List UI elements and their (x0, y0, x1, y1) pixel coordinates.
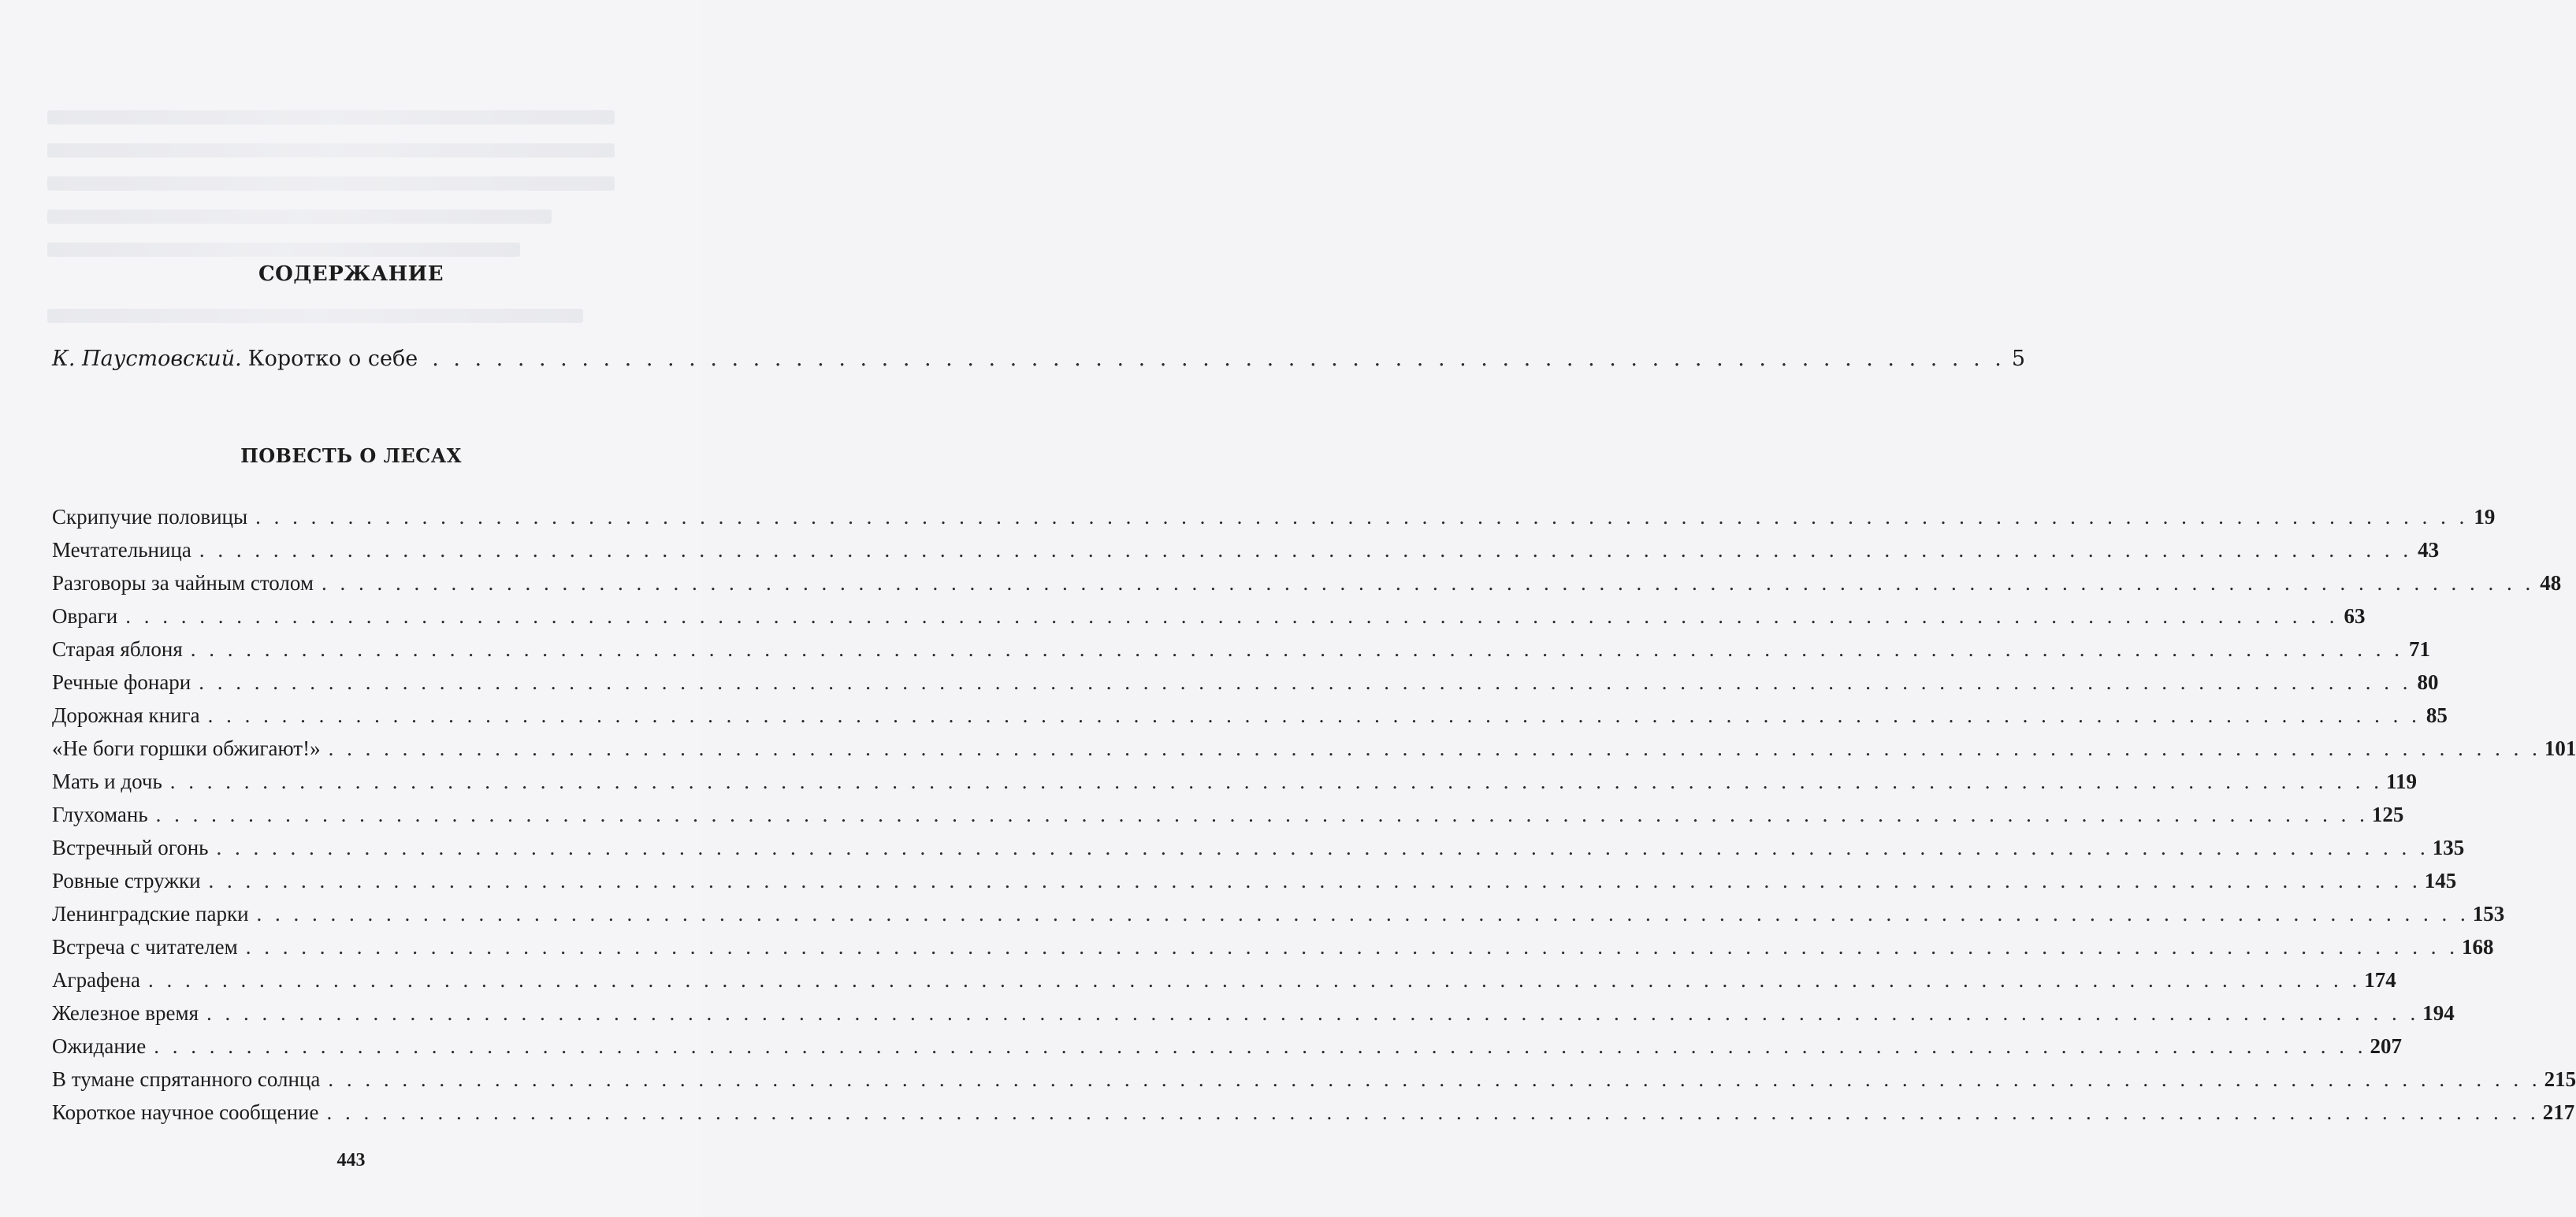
dot-leader: . . . . . . . . . . . . . . . . . . . . . . . . . . . . . . . . . . . . . . . . . . . . . . . . . . . . . . . . . . . . . . . . . . . . . . . . . . . . . . . . . . . . . . . . . . . . . . . . . . . . . . . . . . . . . . . . . . . . . . . . (147, 968, 2362, 992)
toc-entry-title: Скрипучие половицы (52, 505, 248, 529)
toc-entry (52, 1067, 2576, 1100)
toc-entry-page: 80 (2417, 670, 2439, 694)
toc-entry (52, 902, 2505, 935)
toc-entry (52, 538, 2440, 571)
dot-leader: . . . . . . . . . . . . . . . . . . . . . . . . . . . . . . . . . . . . . . . . . . . . . . . . . . . . . . . . . . . . . . . . . . . . . . . . . . . . . . . . . . . . . . . . . . . . . . . . . . . . . . . . . . . . . . . . . . . . . . . . (328, 1067, 2541, 1091)
toc-entry-title: Ожидание (52, 1034, 147, 1058)
dot-leader: . . . . . . . . . . . . . . . . . . . . . . . . . . . . . . . . . . . . . . . . . . . . . . . . . . . . . . . . . . . . . . . . . . . . . . . . . . . . . . . . . . . . . . . . . . . . . . . . . . . . . . . . . . . . . . . . . . . . . . . . (216, 836, 2429, 859)
dot-leader: . . . . . . . . . . . . . . . . . . . . . . . . . . . . . . . . . . . . . . . . . . . . . . . . . . . . . . . . . . . . . . . . . . . . . . . . . . . . . . . . . . . . . . . . . . . . . . . . . . . . . . . . . . . . . . . . . . . . . . . . (199, 538, 2413, 562)
toc-entry-title: Железное время (52, 1001, 199, 1025)
dot-leader: . . . . . . . . . . . . . . . . . . . . . . . . . . . . . . . . . . . . . . . . . . . . . . . . . . . . . . . . . . . . . . . . . . . . . . . . . . . . . . . . . . . . . . . . . . . . . . . . . . . . . . . . . . . . . . . . . . . . . . . . (190, 637, 2403, 661)
dot-leader: . . . . . . . . . . . . . . . . . . . . . . . . . . . . . . . . . . . . . . . . . . . . . . . . . . . . . . . . . . . . . . . . . . . . . . . . . . . . . . . . . . . . . . . . . . . . . . . . . . . . . . . . . . . . . . . . . . . . . . . . (199, 670, 2412, 694)
dot-leader: . . . . . . . . . . . . . . . . . . . . . . . . . . . . . . . . . . . . . . . . . . . . . . . . . . . . . . . . . . . . . . . . . . . . . . . . . . . . . . . . . . . . . . . . . . . . . . . . . . . . . . . . . . . . . . . . . . . . . . . . (256, 902, 2470, 926)
toc-entry-title: Мечтательница (52, 538, 191, 562)
toc-entry (52, 505, 2496, 538)
dot-leader: . . . . . . . . . . . . . . . . . . . . . . . . . . . . . . . . . . . . . . . . . . . . . . . . . . . . . . . . . . . . . . . . . . . . . . . . . . . . . . . . . . . . . . . . . . . . . . . . . . . . . . . . . . . . . . . . . . . . . . . . (245, 935, 2459, 959)
toc-entry (52, 703, 2448, 737)
bleed-through-line (47, 243, 520, 257)
toc-entry (52, 637, 2430, 670)
page-number: 443 (336, 1150, 366, 1171)
toc-entry-title: Аграфена (52, 968, 140, 992)
toc-entry-title: В тумане спрятанного солнца (52, 1067, 321, 1091)
toc-entry (52, 1001, 2455, 1034)
intro-entry (52, 347, 2026, 371)
dot-leader: . . . . . . . . . . . . . . . . . . . . . . . . . . . . . . . . . . . . . . . . . . . . . . . . . . . . . . . . . . . . . . . . . . . . . . . . . . . . . . . . . . . . . . . . . . . . . . . . . . . . . . . . . . . . . . . . . . . . . . . . (208, 869, 2422, 892)
toc-entry-title: Старая яблоня (52, 637, 183, 661)
toc-entry-page: 119 (2386, 770, 2418, 793)
intro-page-number: 5 (2011, 347, 2026, 371)
dot-leader: . . . . . . . . . . . . . . . . . . . . . . . . . . . . . . . . . . . . . . . . . . . . . . . . . . . . . . . . . . . . . . . . . . . . . . . . . . . . . . . . . . . . . . . . . . . . . . . . . . . . . . . . . . . . . . . . . . . . . . . . (155, 803, 2369, 826)
toc-entry (52, 803, 2404, 836)
toc-entry-page: 85 (2425, 703, 2448, 727)
toc-entry-title: Глухомань (52, 803, 148, 826)
intro-title: Коротко о себе (247, 347, 418, 371)
toc-entry (52, 670, 2439, 703)
toc-entry (52, 770, 2418, 803)
bleed-through-line (47, 309, 583, 323)
toc-entry (52, 935, 2494, 968)
toc-entry (52, 737, 2576, 770)
toc-entry (52, 836, 2465, 869)
toc-entry (52, 1100, 2575, 1134)
toc-entry-page: 43 (2418, 538, 2440, 562)
dot-leader: . . . . . . . . . . . . . . . . . . . . . . . . . . . . . . . . . . . . . . . . . . . . . . . . . . . . . . . . . . . . . . . . . . . . . . . . . . . . . . . . . . . . . . . . . . . . . . . . . . . . . . . . . . . . . . . . . . . . . . . . (328, 737, 2541, 760)
toc-entry-page: 71 (2409, 637, 2430, 661)
toc-entry (52, 604, 2366, 637)
toc-entry-title: «Не боги горшки обжигают!» (52, 737, 321, 760)
toc-entry-page: 63 (2344, 604, 2366, 628)
dot-leader: . . . . . . . . . . . . . . . . . . . . . . . . . . . . . . . . . . . . . . . . . . . . . . . . . . . . . . . . . . . . . . . . . . . . . . . . . . . . . . . . . . . . . . . . . . . . . . . . . . . . . . . . . . . . . . . . . . . . . . . . (321, 571, 2535, 595)
dot-leader: . . . . . . . . . . . . . . . . . . . . . . . . . . . . . . . . . . . . . . . . . . . . . . . . . . . . . . . . . . . . . . . . . . . . . . . . . . . . . . . . . . . . . . . . . . . . . . . . . . . . . . . . . . . . . . . . . . . . . . . . (206, 1001, 2420, 1025)
toc-entry (52, 1034, 2402, 1067)
toc-entry-title: Разговоры за чайным столом (52, 571, 314, 595)
toc-entry-page: 207 (2370, 1034, 2402, 1058)
dot-leader: . . . . . . . . . . . . . . . . . . . . . . . . . . . . . . . . . . . . . . . . . . . . . . . . . . . . . . . . . . . . . . . . . . . . . . . . . . (432, 347, 2005, 371)
toc-entry-title: Овраги (52, 604, 118, 628)
toc-entry-title: Встречный огонь (52, 836, 209, 859)
toc-list (52, 505, 2576, 1134)
toc-entry-page: 168 (2462, 935, 2494, 959)
dot-leader: . . . . . . . . . . . . . . . . . . . . . . . . . . . . . . . . . . . . . . . . . . . . . . . . . . . . . . . . . . . . . . . . . . . . . . . . . . . . . . . . . . . . . . . . . . . . . . . . . . . . . . . . . . . . . . . . . . . . . . . . (154, 1034, 2367, 1058)
toc-entry-title: Дорожная книга (52, 703, 200, 727)
toc-entry-title: Мать и дочь (52, 770, 162, 793)
dot-leader: . . . . . . . . . . . . . . . . . . . . . . . . . . . . . . . . . . . . . . . . . . . . . . . . . . . . . . . . . . . . . . . . . . . . . . . . . . . . . . . . . . . . . . . . . . . . . . . . . . . . . . . . . . . . . . . . . . . . . . . . (207, 703, 2421, 727)
bleed-through-line (47, 110, 615, 124)
toc-entry-page: 125 (2371, 803, 2404, 826)
toc-entry-page: 145 (2424, 869, 2457, 892)
dot-leader: . . . . . . . . . . . . . . . . . . . . . . . . . . . . . . . . . . . . . . . . . . . . . . . . . . . . . . . . . . . . . . . . . . . . . . . . . . . . . . . . . . . . . . . . . . . . . . . . . . . . . . . . . . . . . . . . . . . . . . . . (326, 1100, 2540, 1124)
toc-entry-title: Ровные стружки (52, 869, 201, 892)
section-title: ПОВЕСТЬ О ЛЕСАХ (240, 444, 462, 467)
toc-entry-page: 217 (2542, 1100, 2575, 1124)
intro-author: К. Паустовский. (52, 347, 242, 371)
toc-entry-title: Короткое научное сообщение (52, 1100, 319, 1124)
toc-entry (52, 869, 2457, 902)
toc-entry-page: 174 (2364, 968, 2396, 992)
bleed-through-line (47, 143, 615, 158)
toc-entry-page: 153 (2472, 902, 2505, 926)
bleed-through-line (47, 210, 552, 224)
toc-entry-page: 19 (2474, 505, 2496, 529)
bleed-through-line (47, 176, 615, 191)
toc-entry-page: 48 (2540, 571, 2562, 595)
dot-leader: . . . . . . . . . . . . . . . . . . . . . . . . . . . . . . . . . . . . . . . . . . . . . . . . . . . . . . . . . . . . . . . . . . . . . . . . . . . . . . . . . . . . . . . . . . . . . . . . . . . . . . . . . . . . . . . . . . . . . . . . (169, 770, 2384, 793)
toc-entry-page: 135 (2432, 836, 2465, 859)
toc-entry-page: 101 (2544, 737, 2576, 760)
toc-entry-title: Встреча с читателем (52, 935, 238, 959)
toc-entry-title: Речные фонари (52, 670, 191, 694)
toc-entry (52, 571, 2562, 604)
dot-leader: . . . . . . . . . . . . . . . . . . . . . . . . . . . . . . . . . . . . . . . . . . . . . . . . . . . . . . . . . . . . . . . . . . . . . . . . . . . . . . . . . . . . . . . . . . . . . . . . . . . . . . . . . . . . . . . . . . . . . . . . (255, 505, 2469, 529)
toc-entry-page: 215 (2544, 1067, 2576, 1091)
toc-entry-title: Ленинградские парки (52, 902, 249, 926)
toc-entry (52, 968, 2396, 1001)
contents-heading: СОДЕРЖАНИЕ (258, 262, 444, 286)
toc-entry-page: 194 (2422, 1001, 2455, 1025)
dot-leader: . . . . . . . . . . . . . . . . . . . . . . . . . . . . . . . . . . . . . . . . . . . . . . . . . . . . . . . . . . . . . . . . . . . . . . . . . . . . . . . . . . . . . . . . . . . . . . . . . . . . . . . . . . . . . . . . . . . . . . . . (125, 604, 2339, 628)
